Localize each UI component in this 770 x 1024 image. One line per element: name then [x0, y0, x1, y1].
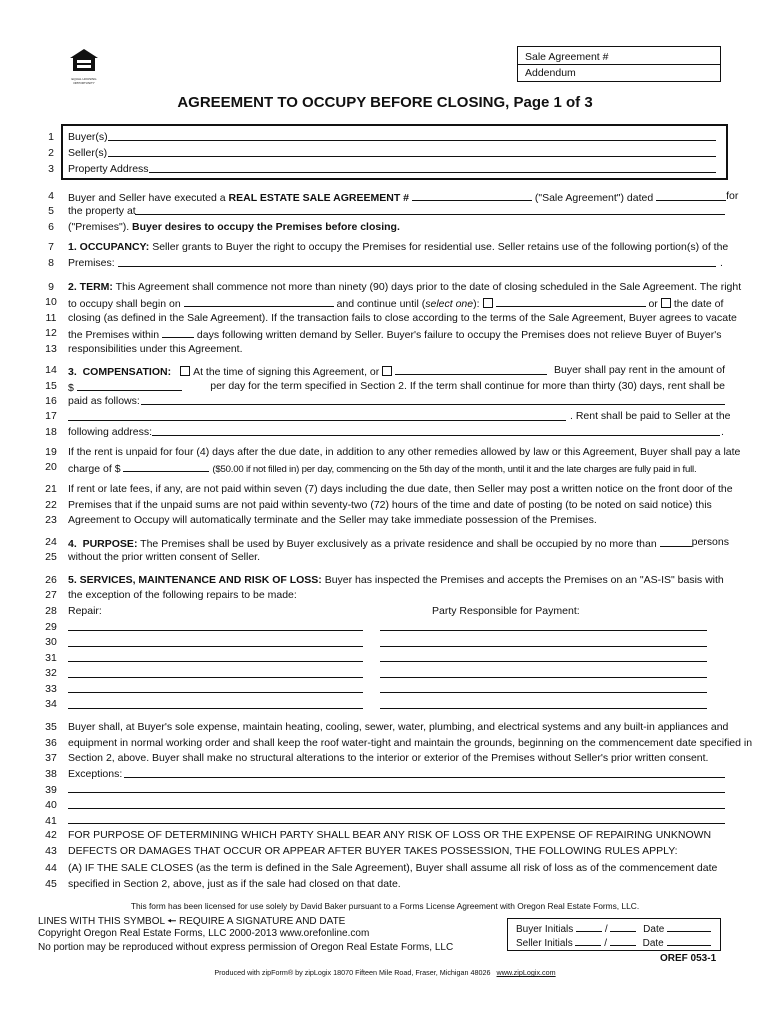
payment-terms-field-2[interactable] — [68, 420, 566, 421]
line-24: 4. PURPOSE: The Premises shall be used by Buyer exclusively as a private residence and shall be occupied by no more than persons — [68, 536, 729, 550]
responsible-party-field[interactable] — [380, 708, 707, 709]
line-number: 14 — [45, 364, 57, 376]
late-charge-field[interactable] — [123, 461, 209, 472]
line-35: Buyer shall, at Buyer's sole expense, maintain heating, cooling, sewer, water, plumbing, and electrical systems and any built-in appliances and — [68, 721, 729, 733]
line-18: following address: — [68, 426, 153, 438]
occupancy-start-field[interactable] — [184, 296, 334, 307]
line-number: 23 — [45, 514, 57, 526]
line-number: 33 — [45, 683, 57, 695]
line-number: 16 — [45, 395, 57, 407]
line-9: 2. TERM: This Agreement shall commence not more than ninety (90) days prior to the date of closing scheduled in the Sale Agreement. The right — [68, 281, 742, 293]
signing-time-checkbox[interactable] — [180, 366, 190, 376]
line-number: 15 — [45, 380, 57, 392]
party-responsible-label: Party Responsible for Payment: — [432, 605, 580, 617]
signature-symbol-note: LINES WITH THIS SYMBOL 🠔 REQUIRE A SIGNATURE AND DATE — [38, 916, 346, 927]
line-number: 43 — [45, 845, 57, 857]
line-37: Section 2, above. Buyer shall make no structural alterations to the interior or exterior of the Premises without Seller's prior written consent. — [68, 752, 709, 764]
line-number: 7 — [48, 241, 54, 253]
sellers-label: Seller(s) — [68, 147, 108, 159]
line-number: 39 — [45, 784, 57, 796]
initials-box: Buyer Initials / Date Seller Initials / Date — [507, 918, 721, 951]
house-icon — [66, 48, 102, 72]
line-number: 36 — [45, 737, 57, 749]
exceptions-field-1[interactable] — [124, 777, 725, 778]
line-number: 2 — [48, 147, 54, 159]
page-title: AGREEMENT TO OCCUPY BEFORE CLOSING, Page 1 of 3 — [177, 94, 593, 111]
line-number: 30 — [45, 636, 57, 648]
ziplogix-link[interactable]: www.zipLogix.com — [496, 968, 556, 977]
exceptions-field-3[interactable] — [68, 808, 725, 809]
line-36: equipment in normal working order and shall keep the roof water-tight and maintain the grounds, beginning on the commencement date specified in — [68, 737, 753, 749]
line-25: without the prior written consent of Seller. — [68, 551, 261, 563]
line-23: Agreement to Occupy will automatically terminate and the Seller may take immediate possession of the Premises. — [68, 514, 597, 526]
reproduction-notice: No portion may be reproduced without express permission of Oregon Real Estate Forms, LLC — [38, 942, 454, 953]
seller-date-field[interactable] — [667, 936, 711, 946]
line-11: closing (as defined in the Sale Agreement). If the transaction fails to close according to the terms of the Sale Agreement, Buyer agrees to vacate — [68, 312, 737, 324]
line-number: 22 — [45, 499, 57, 511]
line-5: the property at — [68, 205, 136, 217]
line-number: 31 — [45, 652, 57, 664]
line-19: If the rent is unpaid for four (4) days after the due date, in addition to any other remedies allowed by law or this Agreement, Buyer shall pay a late — [68, 446, 741, 458]
line-27: the exception of the following repairs to be made: — [68, 589, 297, 601]
buyers-field[interactable] — [108, 140, 716, 141]
line-number: 40 — [45, 799, 57, 811]
license-notice: This form has been licensed for use solely by David Baker pursuant to a Forms License Agreement with Oregon Real Estate Forms, LLC. — [130, 901, 640, 911]
responsible-party-field[interactable] — [380, 677, 707, 678]
line-13: responsibilities under this Agreement. — [68, 343, 243, 355]
seller-date-label: Date — [642, 938, 664, 949]
repair-field[interactable] — [68, 708, 363, 709]
line-7: 1. OCCUPANCY: Seller grants to Buyer the right to occupy the Premises for residential use. Seller retains use of the following portion(s) of the — [68, 241, 729, 253]
responsible-party-field[interactable] — [380, 692, 707, 693]
line-21: If rent or late fees, if any, are not paid within seven (7) days including the due date, then Seller may post a written notice on the front door of the — [68, 483, 733, 495]
line-number: 21 — [45, 483, 57, 495]
line-number: 4 — [48, 190, 54, 202]
line-6: ("Premises"). Buyer desires to occupy the Premises before closing. — [68, 221, 400, 233]
line-17: . Rent shall be paid to Seller at the — [570, 410, 731, 422]
line-14: 3. COMPENSATION: At the time of signing this Agreement, or Buyer shall pay rent in the amount of — [68, 364, 725, 378]
repair-field[interactable] — [68, 661, 363, 662]
line-26: 5. SERVICES, MAINTENANCE AND RISK OF LOSS: Buyer has inspected the Premises and accepts the Premises on an "AS-IS" basis with — [68, 574, 724, 586]
line-number: 35 — [45, 721, 57, 733]
repair-field[interactable] — [68, 630, 363, 631]
buyer-initials-label: Buyer Initials — [516, 924, 574, 935]
responsible-party-field[interactable] — [380, 630, 707, 631]
seller-initials-2[interactable] — [610, 936, 636, 946]
sale-agreement-date-field[interactable] — [656, 190, 726, 201]
line-number: 38 — [45, 768, 57, 780]
rent-start-field[interactable] — [395, 364, 547, 375]
line-number: 13 — [45, 343, 57, 355]
line-4: Buyer and Seller have executed a REAL ESTATE SALE AGREEMENT # ("Sale Agreement") dated for — [68, 190, 739, 204]
line-number: 19 — [45, 446, 57, 458]
payment-terms-field[interactable] — [141, 404, 725, 405]
line-number: 6 — [48, 221, 54, 233]
line-38: Exceptions: — [68, 768, 123, 780]
buyer-date-label: Date — [643, 924, 665, 935]
line-number: 5 — [48, 205, 54, 217]
other-time-checkbox[interactable] — [382, 366, 392, 376]
addendum-label: Addendum — [525, 67, 576, 79]
until-date-checkbox[interactable] — [483, 298, 493, 308]
sale-agreement-label: Sale Agreement # — [525, 51, 609, 63]
responsible-party-field[interactable] — [380, 646, 707, 647]
line-number: 29 — [45, 621, 57, 633]
repair-field[interactable] — [68, 646, 363, 647]
form-id: OREF 053-1 — [660, 953, 717, 964]
line-number: 3 — [48, 163, 54, 175]
exceptions-field-2[interactable] — [68, 792, 725, 793]
line-12: the Premises within days following written demand by Seller. Buyer's failure to occupy the Premises does not relieve Buyer of Buyer's — [68, 329, 722, 341]
sellers-field[interactable] — [108, 156, 716, 157]
line-number: 8 — [48, 257, 54, 269]
exceptions-field-4[interactable] — [68, 823, 725, 824]
line-number: 32 — [45, 667, 57, 679]
closing-date-checkbox[interactable] — [661, 298, 671, 308]
responsible-party-field[interactable] — [380, 661, 707, 662]
buyer-date-field[interactable] — [667, 922, 711, 932]
retained-portions-field[interactable] — [118, 266, 716, 267]
copyright: Copyright Oregon Real Estate Forms, LLC 2000-2013 www.orefonline.com — [38, 928, 370, 939]
arrow-left-icon: 🠔 — [167, 916, 177, 927]
line-10: to occupy shall begin on and continue until (select one): or the date of — [68, 298, 724, 310]
repair-field[interactable] — [68, 692, 363, 693]
line-42: FOR PURPOSE OF DETERMINING WHICH PARTY SHALL BEAR ANY RISK OF LOSS OR THE EXPENSE OF REPAIRING UNKNOWN — [68, 829, 712, 841]
line-number: 27 — [45, 589, 57, 601]
line-number: 18 — [45, 426, 57, 438]
property-address-field[interactable] — [149, 172, 716, 173]
line-number: 37 — [45, 752, 57, 764]
property-address-label: Property Address — [68, 163, 149, 175]
line-number: 25 — [45, 551, 57, 563]
line-number: 34 — [45, 698, 57, 710]
produced-with: Produced with zipForm® by zipLogix 18070 Fifteen Mile Road, Fraser, Michigan 48026 www.zipLogix.com — [214, 968, 556, 977]
line-number: 44 — [45, 862, 57, 874]
line-number: 28 — [45, 605, 57, 617]
line-number: 45 — [45, 878, 57, 890]
line-20: charge of $ ($50.00 if not filled in) per day, commencing on the 5th day of the month, until it and the late charges are fully paid in full. — [68, 463, 697, 475]
property-at-field[interactable] — [135, 214, 725, 215]
rent-address-field[interactable] — [152, 435, 720, 436]
line-45: specified in Section 2, above, just as if the sale had closed on that date. — [68, 878, 401, 890]
buyer-initials-2[interactable] — [610, 922, 636, 932]
line-number: 12 — [45, 327, 57, 339]
line-number: 24 — [45, 536, 57, 548]
line-15: $ per day for the term specified in Section 2. If the term shall continue for more than thirty (30) days, rent shall be — [68, 380, 725, 394]
occupants-field[interactable] — [660, 536, 692, 547]
seller-initials-label: Seller Initials — [516, 938, 573, 949]
line-number: 41 — [45, 815, 57, 827]
logo-caption: EQUAL HOUSING OPPORTUNITY — [71, 77, 97, 85]
sale-agreement-number-field[interactable] — [412, 190, 532, 201]
line-number: 9 — [48, 281, 54, 293]
repair-field[interactable] — [68, 677, 363, 678]
buyers-label: Buyer(s) — [68, 131, 108, 143]
sale-agreement-box — [517, 46, 721, 82]
line-number: 10 — [45, 296, 57, 308]
seller-initials-1[interactable] — [575, 936, 601, 946]
vacate-days-field[interactable] — [162, 327, 194, 338]
line-22: Premises that if the unpaid sums are not paid within seventy-two (72) hours of the time and date of posting (to be noted on said notice) this — [68, 499, 712, 511]
line-number: 11 — [45, 312, 57, 324]
line-number: 42 — [45, 829, 57, 841]
line-number: 20 — [45, 461, 57, 473]
daily-rent-field[interactable] — [77, 380, 182, 391]
repair-label: Repair: — [68, 605, 102, 617]
equal-housing-logo — [66, 48, 102, 84]
buyer-initials-1[interactable] — [576, 922, 602, 932]
line-43: DEFECTS OR DAMAGES THAT OCCUR OR APPEAR AFTER BUYER TAKES POSSESSION, THE FOLLOWING RULES APPLY: — [68, 845, 678, 857]
until-date-field[interactable] — [496, 296, 646, 307]
line-number: 1 — [48, 131, 54, 143]
line-number: 17 — [45, 410, 57, 422]
line-16: paid as follows: — [68, 395, 140, 407]
line-44: (A) IF THE SALE CLOSES (as the term is defined in the Sale Agreement), Buyer shall assume all risk of loss as of the commencement date — [68, 862, 718, 874]
line-8: Premises: — [68, 257, 115, 269]
line-number: 26 — [45, 574, 57, 586]
